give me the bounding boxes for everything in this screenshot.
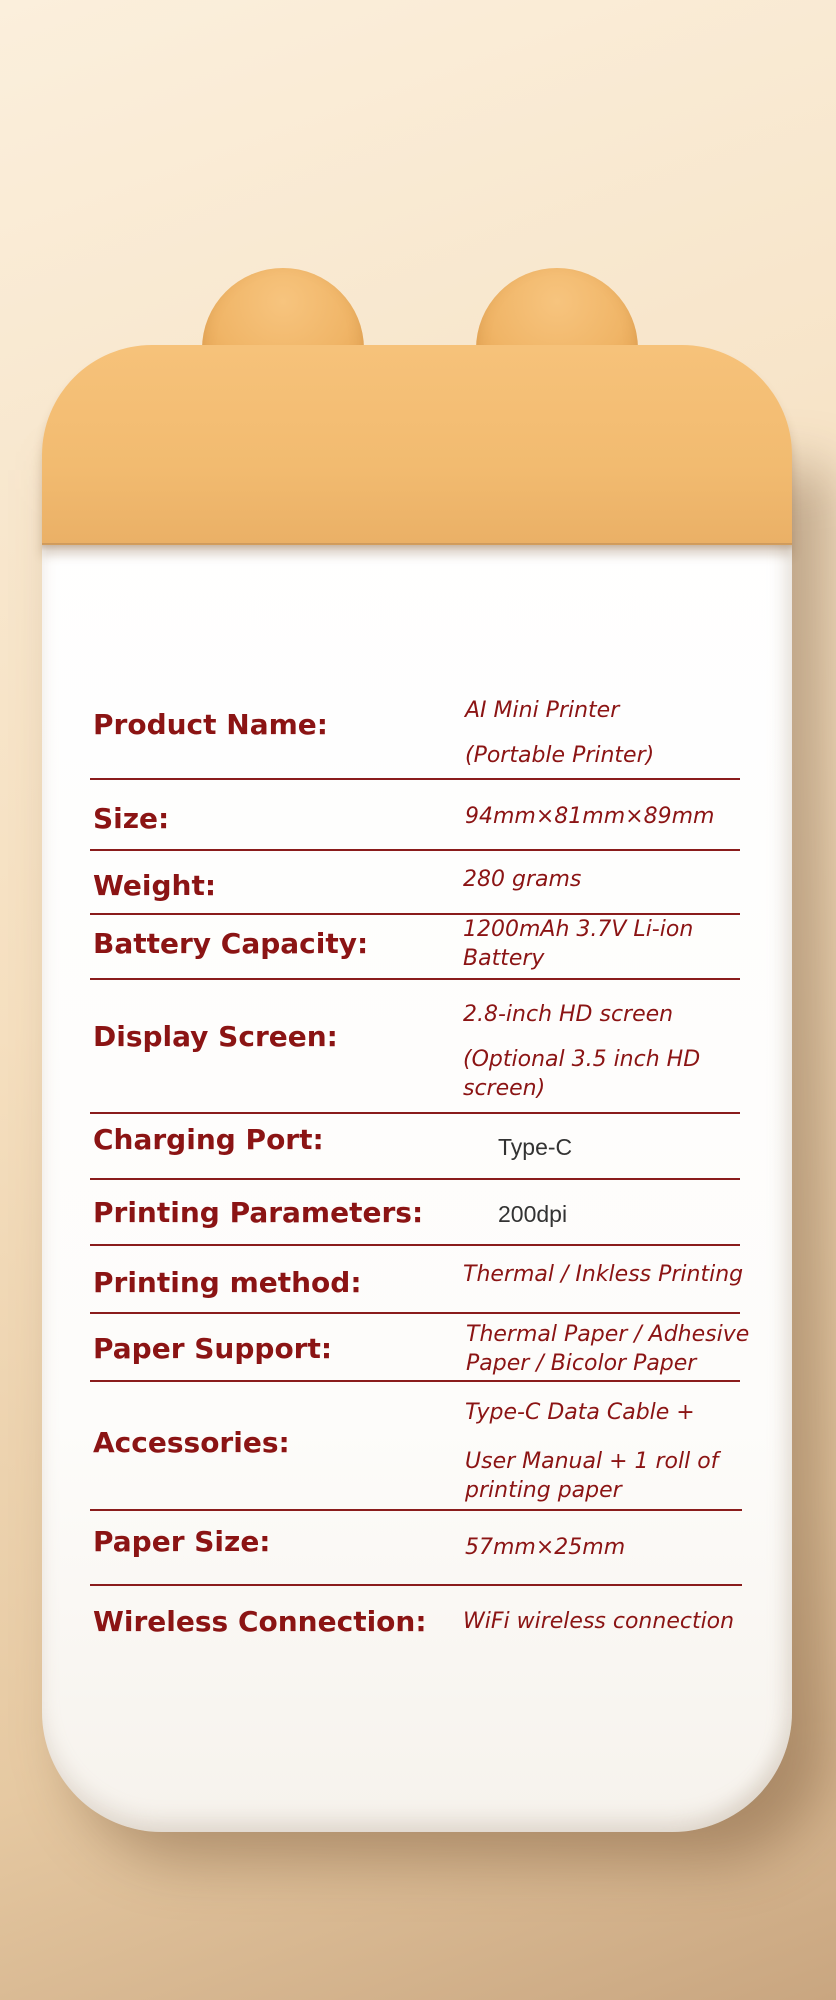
spec-value xyxy=(466,1320,766,1378)
spec-label: Printing method: xyxy=(93,1266,362,1299)
spec-label: Weight: xyxy=(93,869,217,902)
row-divider xyxy=(90,978,740,980)
spec-value-line: (Optional 3.5 inch HD screen) xyxy=(463,1047,701,1101)
spec-value xyxy=(465,688,765,778)
row-divider xyxy=(90,778,740,780)
spec-label: Display Screen: xyxy=(93,1020,338,1053)
spec-value-line: User Manual + 1 roll of printing paper xyxy=(465,1449,719,1503)
spec-value xyxy=(463,865,763,894)
spec-value xyxy=(463,1000,733,1103)
spec-value-line: 280 grams xyxy=(463,867,582,892)
spec-label: Product Name: xyxy=(93,708,328,741)
spec-value-line: WiFi wireless connection xyxy=(463,1609,735,1634)
spec-value xyxy=(465,1533,765,1562)
spec-value xyxy=(498,1200,798,1229)
spec-value-line: 200dpi xyxy=(498,1201,568,1227)
row-divider xyxy=(90,1584,742,1586)
spec-value xyxy=(463,1260,763,1289)
spec-value xyxy=(463,1607,763,1636)
row-divider xyxy=(90,1380,740,1382)
row-divider xyxy=(90,849,740,851)
spec-value-line: 57mm×25mm xyxy=(465,1535,626,1560)
spec-value-line: 94mm×81mm×89mm xyxy=(465,804,715,829)
spec-value xyxy=(465,1398,745,1505)
spec-label: Paper Support: xyxy=(93,1332,333,1365)
spec-value-line: Type-C Data Cable + xyxy=(465,1400,695,1425)
spec-value-line: Thermal / Inkless Printing xyxy=(463,1262,744,1287)
spec-value-line: Thermal Paper / Adhesive Paper / Bicolor Paper xyxy=(466,1322,750,1376)
spec-label: Size: xyxy=(93,802,170,835)
row-divider xyxy=(90,1312,740,1314)
spec-label: Charging Port: xyxy=(93,1123,324,1156)
row-divider xyxy=(90,1112,740,1114)
spec-value xyxy=(465,802,765,831)
spec-value xyxy=(463,915,723,973)
row-divider xyxy=(90,1244,740,1246)
spec-value-line: 1200mAh 3.7V Li-ion Battery xyxy=(463,917,694,971)
spec-value-line: AI Mini Printer xyxy=(465,698,620,723)
spec-label: Battery Capacity: xyxy=(93,927,369,960)
spec-value-line: (Portable Printer) xyxy=(465,743,655,768)
spec-label: Accessories: xyxy=(93,1426,290,1459)
spec-label: Paper Size: xyxy=(93,1525,271,1558)
row-divider xyxy=(90,1178,740,1180)
spec-label: Wireless Connection: xyxy=(93,1605,427,1638)
spec-value-line: 2.8-inch HD screen xyxy=(463,1002,674,1027)
spec-value-line: Type-C xyxy=(498,1134,573,1160)
row-divider xyxy=(90,1509,742,1511)
spec-label: Printing Parameters: xyxy=(93,1196,424,1229)
spec-value xyxy=(498,1133,798,1162)
